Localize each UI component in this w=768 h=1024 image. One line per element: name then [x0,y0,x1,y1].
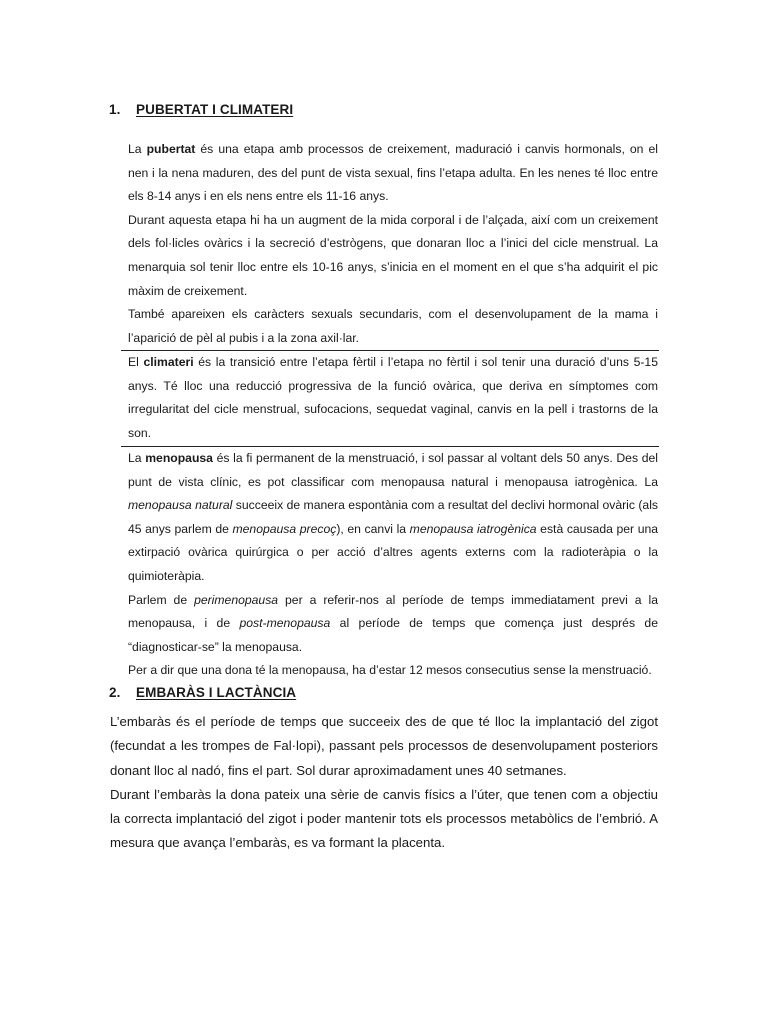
section-1-heading [109,102,293,117]
text-span: està causada per una extirpació ovàrica quirúrgica o per acció d’altres agents externs com la radioteràpia o la quimioteràpia. [128,521,659,583]
section-1-number: 1. [109,102,121,117]
term-menopausa: menopausa [145,451,213,465]
climateri-paragraph [128,351,658,445]
text-span: La [128,142,147,156]
text-span: és la fi permanent de la menstruació, i sol passar al voltant dels 50 anys. Des del punt de vista clínic, es pot classificar com menopausa natural i menopausa iatrogènica. La [128,451,658,489]
text-span: és la transició entre l’etapa fèrtil i l’etapa no fèrtil i sol tenir una duració d’uns 5-15 anys. Té lloc una reducció progressiva de la funció ovàrica, que deriva en símptomes com irregularitat del cicle menstrual, sufocacions, sequedat vaginal, canvis en la pell i trastorns de la son. [128,355,658,440]
menopausa-block [128,447,658,683]
text-span: al període de temps que comença just després de “diagnosticar-se” la menopausa. [128,616,658,654]
text-span: Parlem de [128,592,195,607]
menopausa-definition-paragraph: Per a dir que una dona té la menopausa, ha d’estar 12 mesos consecutius sense la menstruació. [128,663,652,678]
term-pubertat: pubertat [146,142,196,156]
perimenopausa-paragraph [128,589,658,660]
pubertat-paragraph [128,138,658,209]
section-2-title: EMBARÀS I LACTÀNCIA [136,685,297,700]
section-2-number: 2. [109,685,121,700]
text-span: succeeix de manera espontània com a resultat del declivi hormonal ovàric (als 45 anys parlem de [128,498,659,536]
embaras-changes-paragraph: Durant l’embaràs la dona pateix una sèrie de canvis físics a l’úter, que tenen com a objectiu la correcta implantació del zigot i poder mantenir tots els processos metabòlics de l’embrió. A mesura que avança l’embaràs, es va formant la placenta. [110,786,658,851]
climateri-block [128,351,658,445]
text-span: per a referir-nos al període de temps immediatament previ a la menopausa, i de [128,592,658,631]
pubertat-block [128,138,658,350]
section-2-heading [109,685,296,700]
embaras-paragraph: L’embaràs és el període de temps que succeeix des de que té lloc la implantació del zigot (fecundat a les trompes de Fal·lopi), passant pels processos de desenvolupament posteriors donant lloc al nadó, fins el part. Sol durar aproximadament unes 40 setmanes. [110,714,658,778]
text-span: ), en canvi la [336,521,410,536]
menopausa-paragraph [128,447,658,589]
term-climateri: climateri [143,355,194,369]
pubertat-changes-paragraph: Durant aquesta etapa hi ha un augment de la mida corporal i de l’alçada, així com un creixement dels fol·licles ovàrics i la secreció d’estrògens, que donaran lloc a l’inici del cicle menstrual. La menarquia sol tenir lloc entre els 10-16 anys, s’inicia en el moment en el que s’ha adquirit el pic màxim de creixement. [128,212,658,298]
term-menopausa-iatrogenica: menopausa iatrogènica [409,521,537,536]
term-post-menopausa: post-menopausa [239,616,331,631]
text-span: és una etapa amb processos de creixement, maduració i canvis hormonals, on el nen i la nena maduren, des del punt de vista sexual, fins l’etapa adulta. En les nenes té lloc entre els 8-14 anys i en els nens entre els 11-16 anys. [128,142,658,204]
term-menopausa-natural: menopausa natural [128,498,233,513]
section-1-title: PUBERTAT I CLIMATERI [136,102,294,117]
term-perimenopausa: perimenopausa [194,592,279,607]
text-span: El [128,355,144,369]
text-span: La [128,451,146,465]
embaras-block [110,710,658,856]
secondary-characters-paragraph: També apareixen els caràcters sexuals secundaris, com el desenvolupament de la mama i l’aparició de pèl al pubis i a la zona axil·lar. [128,307,658,345]
term-menopausa-precoc: menopausa precoç [232,521,337,536]
